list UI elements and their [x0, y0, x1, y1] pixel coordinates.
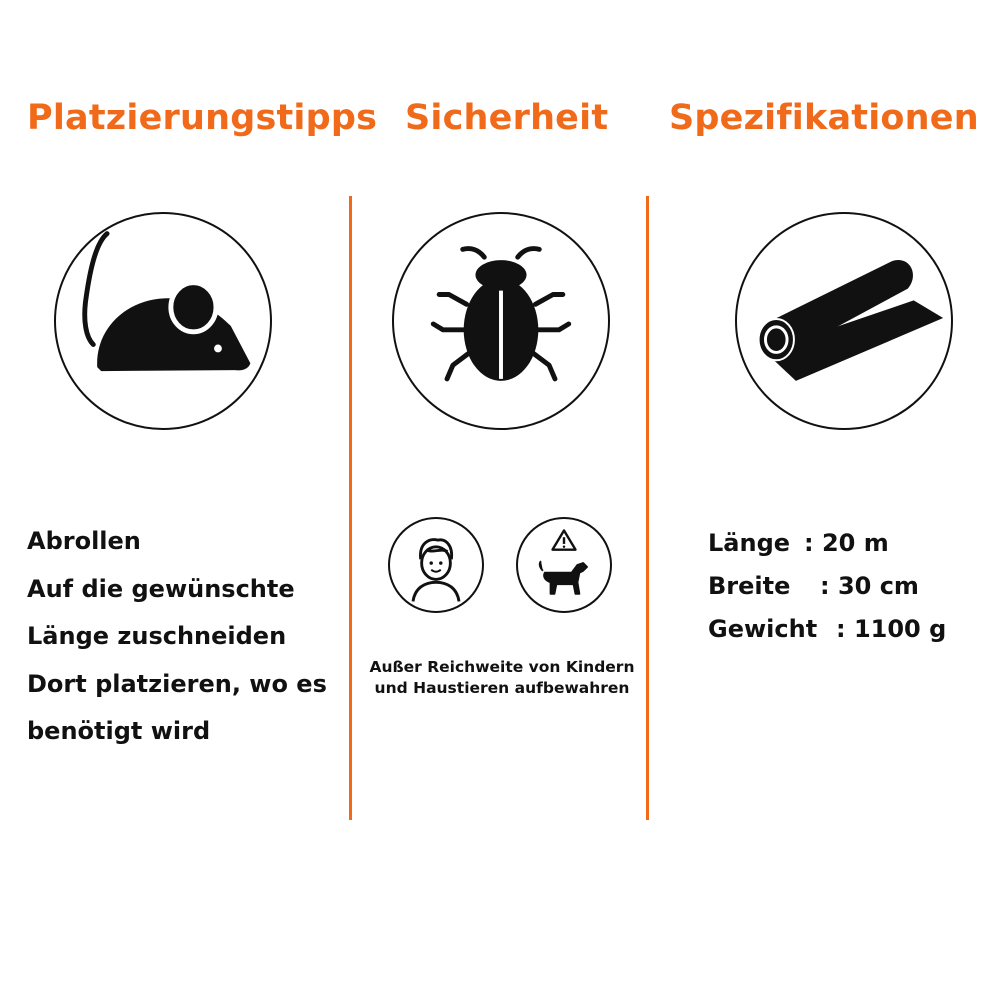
placement-steps-list [27, 518, 327, 756]
safety-warning-line: Außer Reichweite von Kindern [369, 658, 635, 676]
heading-placement-tips: Platzierungstipps [27, 98, 378, 138]
mouse-icon-graphic [56, 214, 270, 428]
safety-warning-line: und Haustieren aufbewahren [374, 679, 630, 697]
mouse-icon [54, 212, 272, 430]
column-divider-left [349, 196, 352, 820]
spec-label: Breite [708, 572, 791, 600]
spec-width [708, 565, 946, 608]
bug-icon-graphic [394, 214, 608, 428]
spec-label: Gewicht [708, 615, 818, 643]
child-icon-graphic [390, 519, 482, 611]
column-divider-right [646, 196, 649, 820]
dog-warning-icon-graphic [518, 519, 610, 611]
roll-icon-graphic [737, 214, 951, 428]
placement-step: Länge zuschneiden [27, 622, 287, 650]
spec-label: Länge [708, 529, 791, 557]
placement-step: benötigt wird [27, 717, 211, 745]
bug-icon [392, 212, 610, 430]
child-icon [388, 517, 484, 613]
spec-length [708, 522, 946, 565]
placement-step: Abrollen [27, 527, 141, 555]
roll-icon [735, 212, 953, 430]
placement-step: Auf die gewünschte [27, 574, 295, 603]
specifications-list [708, 522, 946, 651]
safety-warning-text [352, 657, 652, 699]
spec-value: : 20 m [804, 529, 889, 557]
dog-warning-icon [516, 517, 612, 613]
placement-step: Dort platzieren, wo es [27, 669, 327, 698]
spec-value: : 30 cm [820, 572, 919, 600]
heading-specifications: Spezifikationen [669, 98, 979, 138]
heading-safety: Sicherheit [405, 98, 609, 138]
spec-weight [708, 608, 946, 651]
spec-value: : 1100 g [836, 615, 947, 643]
